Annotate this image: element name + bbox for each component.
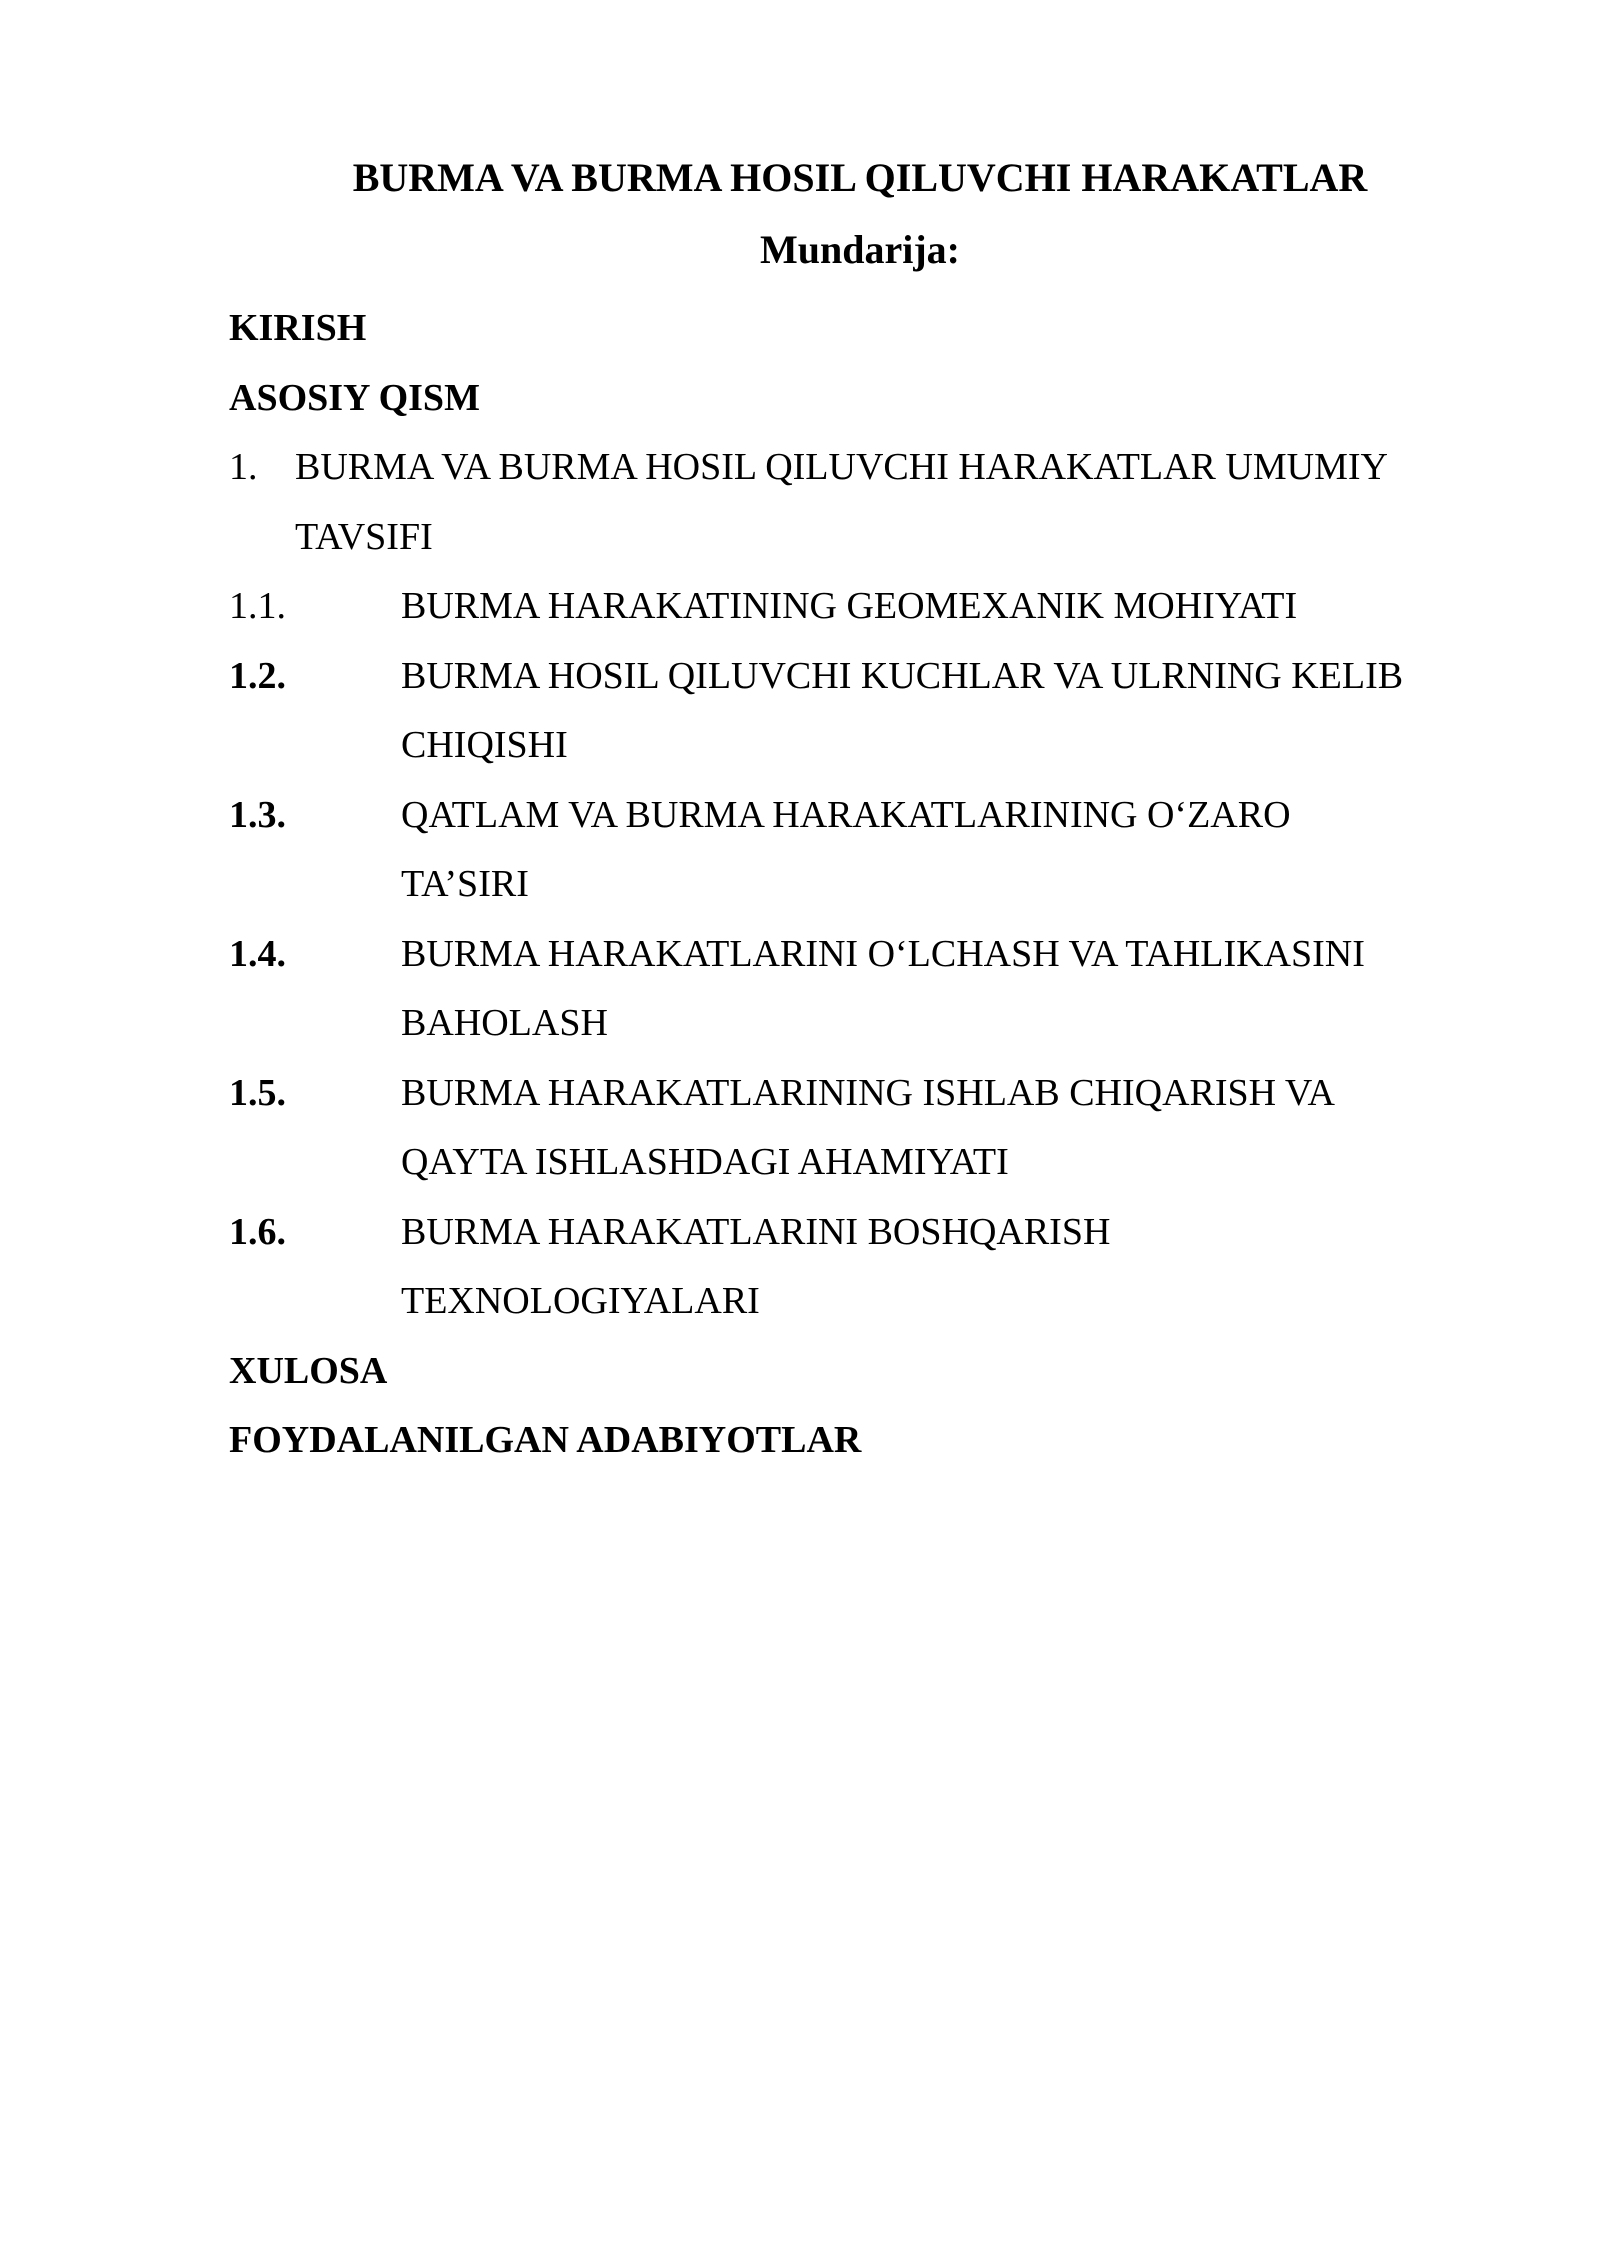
toc-section-1-3 [229,781,1489,920]
toc-item-main-part [229,364,1489,434]
toc-section-number: 1.5. [229,1071,286,1114]
toc-section-1-4 [229,920,1489,1059]
toc-section-title [401,572,1489,642]
toc-section-title [401,1059,1489,1198]
toc-section-title-line: BURMA HOSIL QILUVCHI KUCHLAR VA ULRNING KELIB [401,654,1404,697]
toc-chapter-title-line: BURMA VA BURMA HOSIL QILUVCHI HARAKATLAR UMUMIY [295,446,1388,488]
toc-chapter-title-line: TAVSIFI [295,515,433,558]
toc-section-title-line: BAHOLASH [401,1002,608,1044]
toc-section-number: 1.2. [229,654,286,697]
toc-section-title [401,1198,1489,1337]
toc-section-title-line: TA’SIRI [401,863,529,905]
toc-chapter-title [295,433,1489,572]
toc-section-title-line: QATLAM VA BURMA HARAKATLARINING O‘ZARO [401,793,1291,836]
toc-section-1-2 [229,642,1489,781]
toc-section-1-6 [229,1198,1489,1337]
toc-chapter-number: 1. [229,446,258,488]
toc-item-label: KIRISH [229,307,367,349]
toc-section-number: 1.4. [229,932,286,975]
toc-section-title-line: BURMA HARAKATLARINING ISHLAB CHIQARISH VA [401,1071,1335,1114]
toc-section-title-line: BURMA HARAKATLARINI O‘LCHASH VA TAHLIKASINI [401,932,1365,975]
toc-section-title-line: QAYTA ISHLASHDAGI AHAMIYATI [401,1141,1009,1183]
toc-section-title [401,781,1489,920]
toc-section-title-line: CHIQISHI [401,724,568,766]
toc-item-references [229,1406,1489,1476]
toc-item-label: XULOSA [229,1349,388,1392]
toc-chapter-1 [229,433,1489,572]
toc-section-number: 1.6. [229,1210,286,1253]
toc-item-conclusion [229,1337,1489,1407]
document-title: BURMA VA BURMA HOSIL QILUVCHI HARAKATLAR [352,155,1368,200]
toc-section-title-line: BURMA HARAKATINING GEOMEXANIK MOHIYATI [401,585,1298,627]
contents-heading: Mundarija: [760,227,960,272]
toc-section-title-line: BURMA HARAKATLARINI BOSHQARISH [401,1210,1111,1253]
toc-section-title [401,642,1489,781]
toc-item-intro [229,294,1489,364]
toc-section-number: 1.3. [229,793,286,836]
toc-section-title-line: TEXNOLOGIYALARI [401,1280,760,1322]
toc-section-1-5 [229,1059,1489,1198]
toc-item-label: FOYDALANILGAN ADABIYOTLAR [229,1419,862,1461]
toc-item-label: ASOSIY QISM [229,376,480,419]
toc-section-title [401,920,1489,1059]
toc-section-number: 1.1. [229,585,286,627]
table-of-contents [229,294,1489,1476]
toc-section-1-1 [229,572,1489,642]
